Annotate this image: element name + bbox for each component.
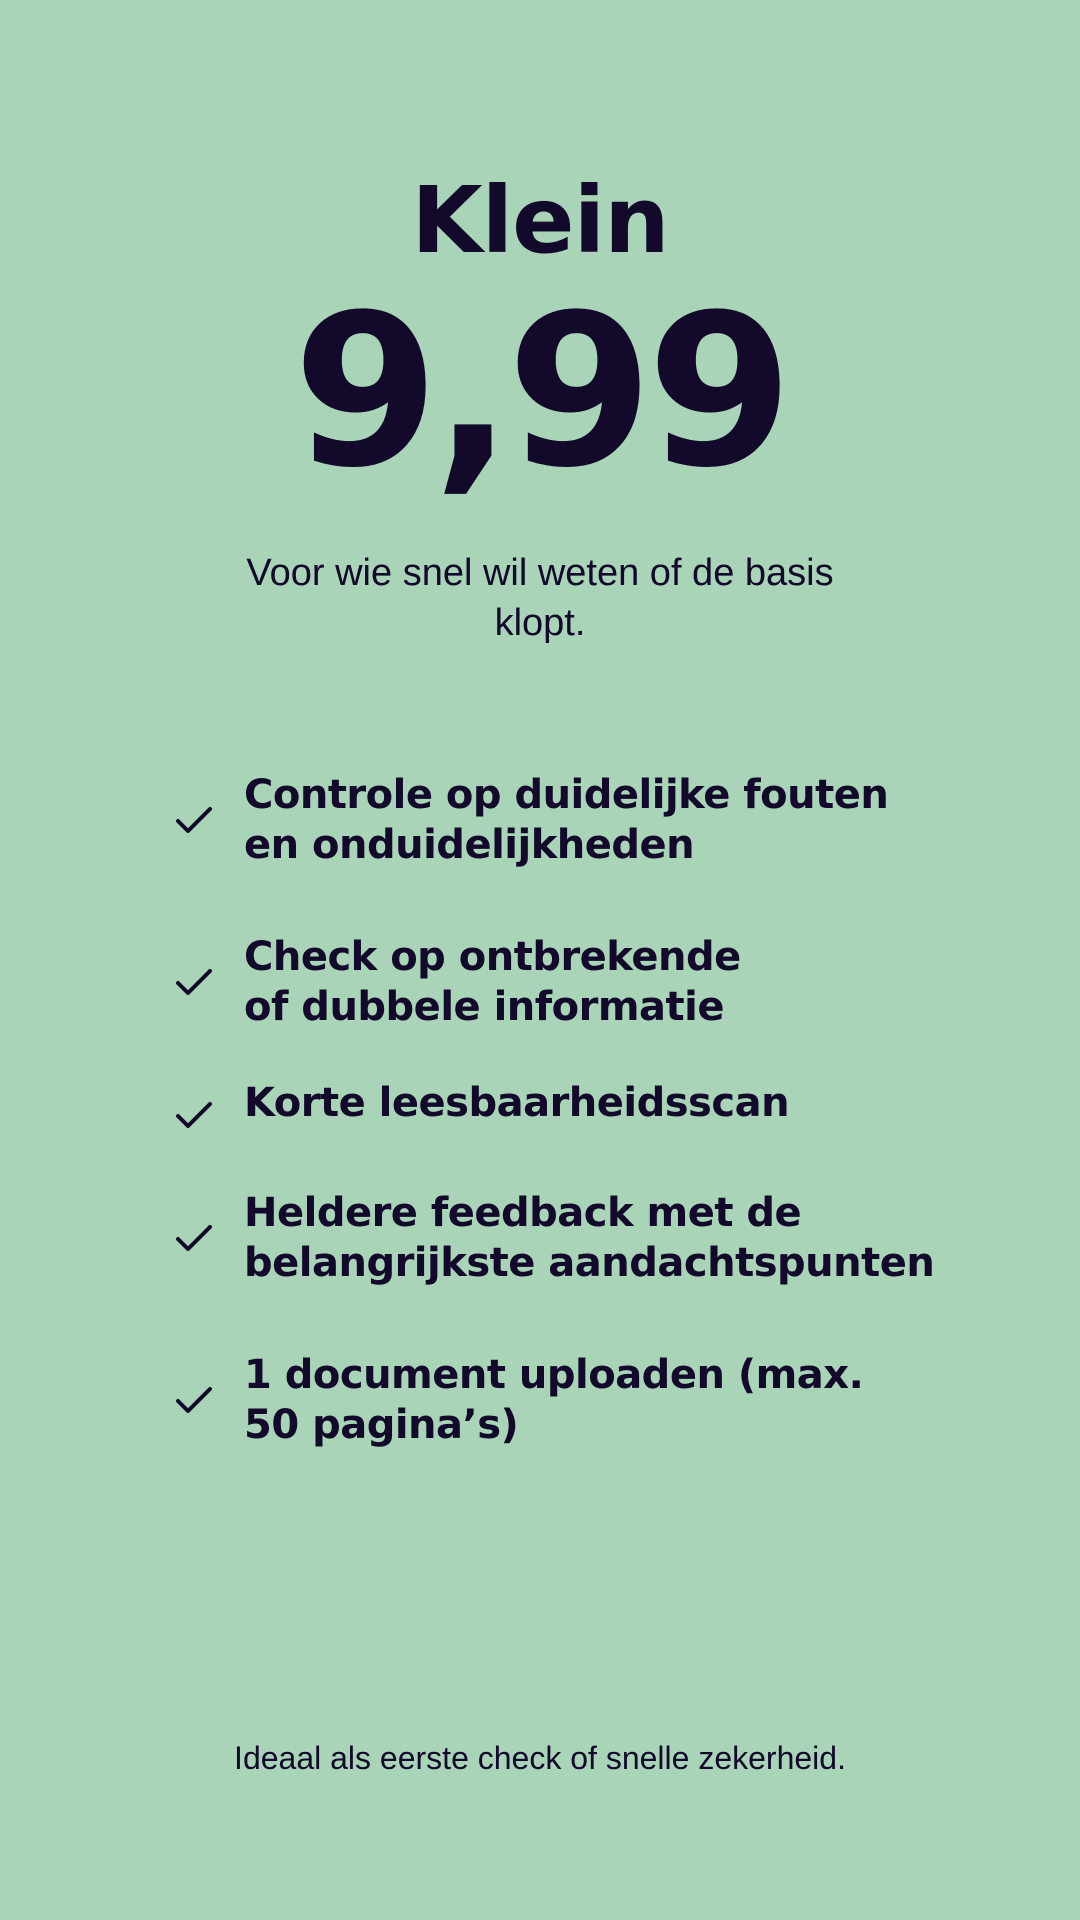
plan-price: 9,99 [292, 269, 788, 514]
plan-name: Klein [411, 167, 669, 274]
plan-tagline: Voor wie snel wil weten of de basis klopt. [246, 552, 834, 644]
feature-item [170, 1078, 970, 1132]
feature-text: Korte leesbaarheidsscan [244, 1080, 790, 1126]
feature-item [170, 1350, 970, 1450]
check-icon [170, 1213, 220, 1263]
feature-item [170, 1188, 970, 1288]
feature-text: 1 document uploaden (max. 50 pagina’s) [244, 1352, 864, 1448]
check-icon [170, 957, 220, 1007]
feature-text: Check op ontbrekende of dubbele informatie [244, 934, 741, 1030]
check-icon [170, 1090, 220, 1140]
footer-note: Ideaal als eerste check of snelle zekerheid. [234, 1740, 846, 1776]
feature-text: Heldere feedback met de belangrijkste aandachtspunten [244, 1190, 935, 1286]
check-icon [170, 1375, 220, 1425]
feature-item [170, 770, 970, 870]
check-icon [170, 795, 220, 845]
feature-item [170, 932, 970, 1032]
feature-text: Controle op duidelijke fouten en onduidelijkheden [244, 772, 889, 868]
